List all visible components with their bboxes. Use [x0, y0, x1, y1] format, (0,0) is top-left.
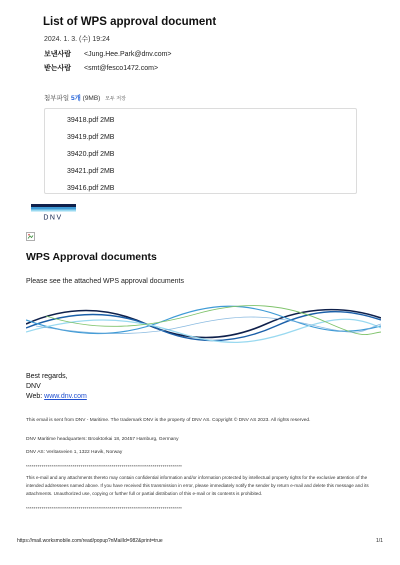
page-number: 1/1: [376, 538, 383, 544]
as-address: DNV AS: Veritasveien 1, 1322 Høvik, Norway: [26, 450, 123, 455]
email-subject: List of WPS approval document: [43, 16, 217, 28]
from-label: 보낸사람: [44, 51, 72, 58]
signature-company: DNV: [26, 383, 41, 390]
attachments-header: [44, 93, 126, 102]
dnv-logo: [31, 204, 76, 221]
attachment-item[interactable]: 39418.pdf 2MB: [67, 117, 115, 124]
closing-regards: Best regards,: [26, 373, 68, 380]
attachment-item[interactable]: 39416.pdf 2MB: [67, 185, 115, 192]
disclaimer-text: This e-mail and any attachments thereto may contain confidential information and/or information protected by intellectual property rights for the exclusive attention of the intended addressees named above. If you have received this transmission in error, please immediately notify the sender by return e-mail and delete this message and its attachments. Unauthorized use, copying or further full or partial distribution of this e-mail or its contents is prohibited.: [26, 475, 369, 496]
body-title: WPS Approval documents: [26, 251, 157, 263]
hq-address: DNV Maritime headquarters: Brooktorkai 18, 20457 Hamburg, Germany: [26, 437, 179, 442]
to-address[interactable]: <smt@fesco1472.com>: [84, 65, 159, 72]
save-all-button[interactable]: 모두 저장: [105, 96, 126, 102]
attachments-list: [44, 108, 357, 194]
from-address[interactable]: <Jung.Hee.Park@dnv.com>: [84, 51, 172, 58]
attachments-count: 5개: [70, 95, 81, 102]
attachment-item[interactable]: 39419.pdf 2MB: [67, 134, 115, 141]
signature-web: [26, 393, 87, 400]
to-row: [44, 63, 158, 73]
from-row: [44, 49, 172, 59]
web-link[interactable]: www.dnv.com: [44, 393, 87, 400]
email-date: 2024. 1. 3. (수) 19:24: [44, 36, 110, 43]
attachment-item[interactable]: 39421.pdf 2MB: [67, 168, 115, 175]
separator-bottom: ********************************************************************************: [26, 506, 183, 511]
attachments-size: (9MB): [82, 95, 101, 102]
body-intro: Please see the attached WPS approval documents: [26, 278, 184, 285]
dnv-logo-text: DNV: [43, 214, 63, 221]
trademark-notice: This email is sent from DNV - Maritime. The trademark DNV is the property of DNV AS. Copyright © DNV AS 2023. All rights reserved.: [26, 418, 311, 423]
attachments-label: 첨부파일: [44, 95, 70, 102]
print-url: https://mail.worksmobile.com/read/popup?nMailId=982&print=true: [17, 538, 163, 544]
web-label: Web:: [26, 393, 45, 400]
attachment-item[interactable]: 39420.pdf 2MB: [67, 151, 115, 158]
separator-top: ********************************************************************************: [26, 464, 183, 469]
wave-graphic: [26, 298, 381, 346]
broken-image-icon: [26, 228, 35, 237]
to-label: 받는사람: [44, 65, 72, 72]
